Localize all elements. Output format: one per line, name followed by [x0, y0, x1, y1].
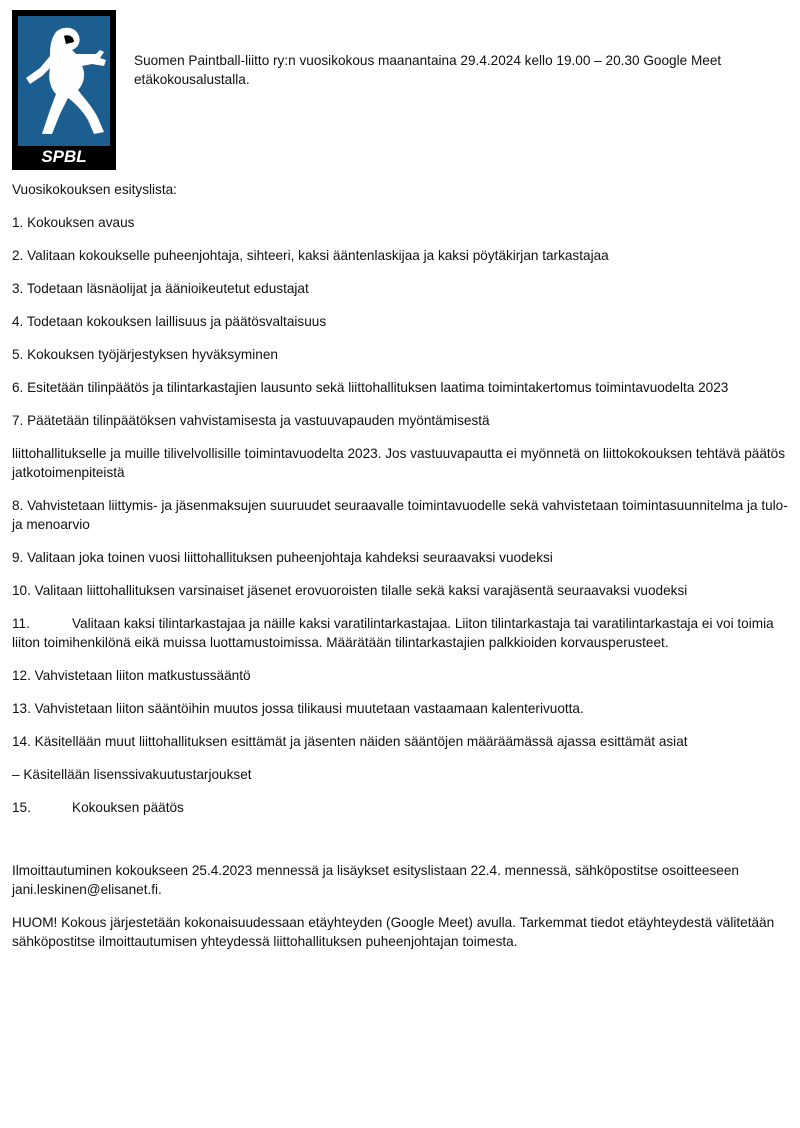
- agenda-item-number: 11.: [12, 616, 30, 631]
- meeting-header: Suomen Paintball-liitto ry:n vuosikokous maanantaina 29.4.2024 kello 19.00 – 20.30 Google Meet etäkokousalustalla.: [134, 53, 722, 87]
- agenda-body: [12, 180, 788, 965]
- registration-text: Ilmoittautuminen kokoukseen 25.4.2023 mennessä ja lisäykset esityslistaan 22.4. mennessä, sähköpostitse osoitteeseen jani.leskinen@elisanet.fi.: [12, 863, 739, 897]
- agenda-item: 2. Valitaan kokoukselle puheenjohtaja, sihteeri, kaksi ääntenlaskijaa ja kaksi pöytäkirjan tarkastajaa: [12, 248, 609, 263]
- agenda-item: 14. Käsitellään muut liittohallituksen esittämät ja jäsenten näiden sääntöjen määräämässä ajassa esittämät asiat: [12, 734, 688, 749]
- agenda-item: 8. Vahvistetaan liittymis- ja jäsenmaksujen suuruudet seuraavalle toimintavuodelle sekä vahvistetaan toimintasuunnitelma ja tulo- ja menoarvio: [12, 498, 788, 532]
- agenda-item: 4. Todetaan kokouksen laillisuus ja päätösvaltaisuus: [12, 314, 327, 329]
- agenda-item-15: [12, 798, 788, 817]
- logo-text: SPBL: [41, 147, 87, 166]
- agenda-item-11: [12, 614, 788, 652]
- agenda-item-text: Kokouksen päätös: [72, 800, 184, 815]
- agenda-item-text: Valitaan kaksi tilintarkastajaa ja näille kaksi varatilintarkastajaa. Liiton tilintarkastaja tai varatilintarkastaja ei voi toimia liiton toimihenkilönä eikä muissa luottamustoimissa. Määrätään tilintarkastajien palkkioiden korvausperusteet.: [12, 616, 774, 650]
- agenda-item: 3. Todetaan läsnäolijat ja äänioikeutetut edustajat: [12, 281, 309, 296]
- agenda-item-number: 15.: [12, 800, 31, 815]
- agenda-item: 7. Päätetään tilinpäätöksen vahvistamisesta ja vastuuvapauden myöntämisestä: [12, 413, 490, 428]
- agenda-item: 9. Valitaan joka toinen vuosi liittohallituksen puheenjohtaja kahdeksi seuraavaksi vuodeksi: [12, 550, 553, 565]
- spacer: [12, 831, 788, 861]
- agenda-title: Vuosikokouksen esityslista:: [12, 182, 177, 197]
- remote-meeting-note: HUOM! Kokous järjestetään kokonaisuudessaan etäyhteyden (Google Meet) avulla. Tarkemmat tiedot etäyhteydestä välitetään sähköpostitse ilmoittautumisen yhteydessä liittohallituksen puheenjohtajan toimesta.: [12, 915, 775, 949]
- agenda-item: 1. Kokouksen avaus: [12, 215, 135, 230]
- agenda-item-continuation: liittohallitukselle ja muille tilivelvollisille toimintavuodelta 2023. Jos vastuuvapautta ei myönnetä on liittokokouksen tehtävä päätös jatkotoimenpiteistä: [12, 446, 786, 480]
- paintball-player-icon: [12, 10, 116, 170]
- agenda-item: 12. Vahvistetaan liiton matkustussääntö: [12, 668, 251, 683]
- agenda-item: 13. Vahvistetaan liiton sääntöihin muutos jossa tilikausi muutetaan vastaamaan kalenterivuotta.: [12, 701, 584, 716]
- agenda-subitem: – Käsitellään lisenssivakuutustarjoukset: [12, 767, 252, 782]
- agenda-item: 5. Kokouksen työjärjestyksen hyväksyminen: [12, 347, 278, 362]
- spbl-logo: [12, 10, 116, 170]
- agenda-item: 6. Esitetään tilinpäätös ja tilintarkastajien lausunto sekä liittohallituksen laatima toimintakertomus toimintavuodelta 2023: [12, 380, 729, 395]
- agenda-item: 10. Valitaan liittohallituksen varsinaiset jäsenet erovuoroisten tilalle sekä kaksi varajäsentä seuraavaksi vuodeksi: [12, 583, 688, 598]
